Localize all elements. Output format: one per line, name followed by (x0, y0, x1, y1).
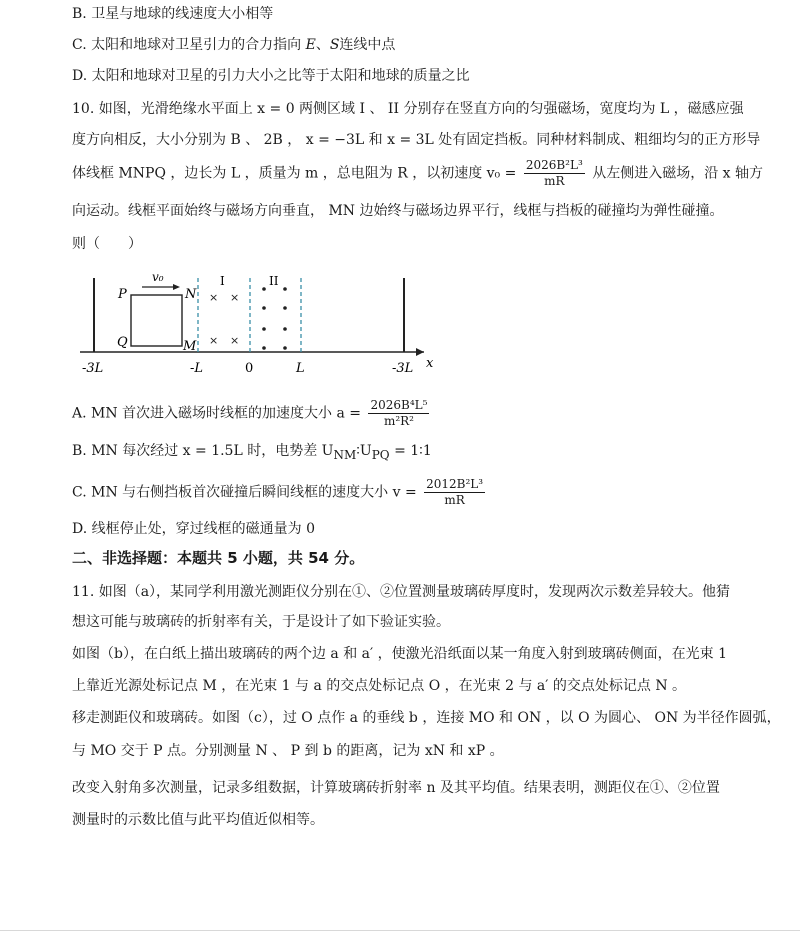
corner-m: M (183, 339, 197, 354)
q11-line-4: 上靠近光源处标记点 M ，在光束 1 与 a 的交点处标记点 O ，在光束 2 与 a′ 的交点处标记点 N 。 (72, 678, 687, 694)
v0-label: v₀ (152, 270, 164, 284)
u-sub-nm: NM (333, 447, 357, 462)
option-a-fraction (368, 398, 429, 429)
x-axis-arrow (416, 348, 424, 356)
q11-line-6: 与 MO 交于 P 点。分别测量 N 、 P 到 b 的距离，记为 xN 和 xP 。 (72, 743, 504, 759)
q10-line-3-a: 体线框 MNPQ ，边长为 L ，质量为 m ，总电阻为 R ，以初速度 v₀ = (72, 165, 517, 182)
q10-line-3 (72, 158, 763, 189)
section-2-heading: 二、非选择题：本题共 5 小题，共 54 分。 (72, 549, 365, 567)
comma: 、 (315, 37, 330, 53)
svg-text:×: × (230, 334, 240, 347)
square-loop (131, 295, 182, 346)
q10-line-4: 向运动。线框平面始终与磁场方向垂直， MN 边始终与磁场边界平行，线框与挡板的碰撞均为弹性碰撞。 (72, 203, 724, 219)
q10-line-5: 则（ ） (72, 236, 142, 252)
svg-text:×: × (209, 334, 219, 347)
v0-denominator: mR (544, 174, 565, 188)
corner-q: Q (117, 335, 128, 350)
option-d2-line: D. 线框停止处，穿过线框的磁通量为 0 (72, 521, 315, 537)
option-b2-text: B. MN 每次经过 x = 1.5L 时，电势差 U (72, 443, 334, 459)
option-b2-line (72, 441, 432, 465)
option-b-line: B. 卫星与地球的线速度大小相等 (72, 6, 274, 22)
tick-minus-L: -L (190, 361, 204, 376)
option-a-denominator: m²R² (383, 414, 414, 428)
tick-L: L (296, 361, 305, 376)
svg-text:×: × (209, 291, 219, 304)
q11-line-1: 11. 如图（a），某同学利用激光测距仪分别在①、②位置测量玻璃砖厚度时，发现两次示数差异较大。他猜 (72, 584, 731, 600)
option-c2-line (72, 477, 488, 508)
option-d-line: D. 太阳和地球对卫星的引力大小之比等于太阳和地球的质量之比 (72, 68, 470, 84)
u-sub-pq: PQ (371, 447, 390, 462)
q10-line-3-b: 从左侧进入磁场，沿 x 轴方 (592, 165, 764, 182)
q11-line-7: 改变入射角多次测量，记录多组数据，计算玻璃砖折射率 n 及其平均值。结果表明，测距仪在①、②位置 (72, 780, 720, 796)
velocity-arrowhead (173, 284, 180, 290)
region-1-label: I (220, 274, 225, 288)
q10-line-2: 度方向相反，大小分别为 B 、 2B ， x = −3L 和 x = 3L 处有固定挡板。同种材料制成、粗细均匀的正方形导 (72, 132, 761, 148)
option-a-line (72, 398, 432, 429)
field-into-page (209, 291, 239, 347)
tick-zero: 0 (245, 361, 254, 376)
page-bottom-rule (0, 930, 800, 931)
option-c-numerator: 2012B²L³ (426, 477, 484, 491)
option-c-text: C. 太阳和地球对卫星引力的合力指向 (72, 37, 302, 53)
v0-numerator: 2026B²L³ (525, 158, 583, 172)
ratio-value: = 1∶1 (389, 443, 432, 459)
q10-line-1: 10. 如图，光滑绝缘水平面上 x = 0 两侧区域 I 、 II 分别存在竖直方向的匀强磁场，宽度均为 L ，磁感应强 (72, 101, 744, 117)
option-c-fraction (424, 477, 485, 508)
q11-line-8: 测量时的示数比值与此平均值近似相等。 (72, 812, 324, 828)
region-2-label: II (269, 274, 279, 288)
option-a-numerator: 2026B⁴L⁵ (370, 398, 428, 412)
corner-n: N (185, 287, 197, 302)
q11-line-2: 想这可能与玻璃砖的折射率有关，于是设计了如下验证实验。 (72, 614, 450, 630)
label-e: E (305, 37, 316, 53)
option-c2-text: C. MN 与右侧挡板首次碰撞后瞬间线框的速度大小 v = (72, 484, 417, 501)
option-c-denominator: mR (444, 493, 465, 507)
field-out-of-page (262, 287, 287, 350)
magnetic-field-diagram (72, 268, 442, 380)
x-axis-label: x (426, 356, 434, 371)
v0-fraction (524, 158, 585, 189)
q11-line-5: 移走测距仪和玻璃砖。如图（c），过 O 点作 a 的垂线 b ，连接 MO 和 ON ，以 O 为圆心、 ON 为半径作圆弧， (72, 710, 781, 726)
tick-minus-3L: -3L (82, 361, 104, 376)
ratio-sign: ∶U (356, 443, 372, 459)
option-c-end: 连线中点 (339, 37, 396, 53)
q11-line-3: 如图（b），在白纸上描出玻璃砖的两个边 a 和 a′ ，使激光沿纸面以某一角度入射到玻璃砖侧面，在光束 1 (72, 646, 727, 662)
label-s: S (329, 37, 340, 53)
tick-3L: -3L (392, 361, 414, 376)
corner-p: P (118, 287, 127, 302)
option-c-line (72, 35, 395, 55)
svg-text:×: × (230, 291, 240, 304)
option-a-text: A. MN 首次进入磁场时线框的加速度大小 a = (72, 405, 362, 422)
